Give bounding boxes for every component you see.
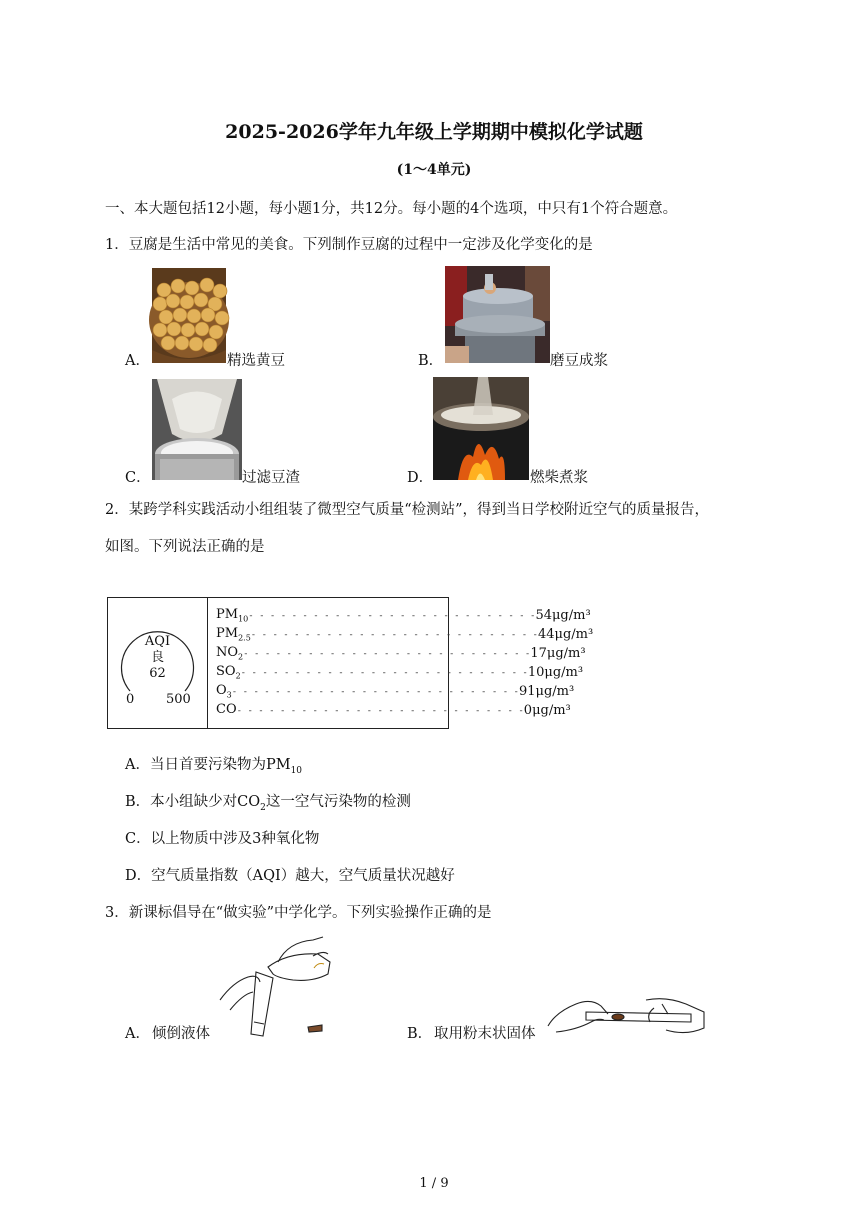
- pollutant-name: O: [216, 683, 227, 699]
- pollutant-subscript: 3: [226, 690, 232, 700]
- q3-option-b-letter: B．: [407, 1026, 433, 1042]
- q2-option-d: D．空气质量指数（AQI）越大，空气质量状况越好: [125, 868, 455, 884]
- q2-option-b: [125, 790, 411, 813]
- q1-option-b-letter: B．: [418, 353, 444, 369]
- aqi-pollutant-list: [216, 606, 594, 720]
- q1-option-a-letter: A．: [125, 353, 150, 369]
- pollutant-name: SO: [216, 664, 236, 680]
- aqi-row: $SO_2$ - - - - - - - - - - - - - - - - - - - - - - - - - - - 10μg/m³: [216, 664, 584, 681]
- soybeans-image: [152, 268, 226, 363]
- q3-option-a-letter: A．: [125, 1026, 150, 1042]
- q2-option-a-text: A．当日首要污染物为PM: [125, 757, 291, 773]
- q1-option-d-letter: D．: [407, 470, 434, 486]
- pollutant-name: NO: [216, 645, 239, 661]
- page-title: 2025-2026学年九年级上学期期中模拟化学试题: [225, 121, 643, 143]
- aqi-min: 0: [126, 692, 135, 707]
- q1-stem: 1．豆腐是生活中常见的美食。下列制作豆腐的过程中一定涉及化学变化的是: [105, 237, 593, 253]
- page-subtitle: (1～4单元): [396, 162, 472, 178]
- pollutant-value: 44μg/m³: [537, 627, 594, 642]
- pollutant-subscript: 10: [238, 614, 249, 624]
- pollutant-value: 10μg/m³: [527, 665, 584, 680]
- q1-option-c-letter: C．: [125, 470, 151, 486]
- pollutant-subscript: 2: [235, 671, 241, 681]
- pollutant-value: 91μg/m³: [518, 684, 575, 699]
- q2-stem-line2: 如图。下列说法正确的是: [105, 539, 265, 555]
- aqi-gauge: [108, 598, 208, 728]
- page-number: 1 / 9: [419, 1176, 449, 1191]
- q3-option-b-label: 取用粉末状固体: [434, 1026, 536, 1042]
- pour-liquid-illustration: [218, 932, 336, 1038]
- aqi-report-panel: [107, 597, 594, 729]
- aqi-row: $O_3$ - - - - - - - - - - - - - - - - - - - - - - - - - - - 91μg/m³: [216, 683, 575, 700]
- q1-option-a-label: 精选黄豆: [227, 353, 285, 369]
- q3-stem: 3．新课标倡导在“做实验”中学化学。下列实验操作正确的是: [105, 905, 492, 921]
- q2-option-a: [125, 753, 302, 776]
- aqi-row: $PM_{10}$ - - - - - - - - - - - - - - - - - - - - - - - - - - - 54μg/m³: [216, 607, 591, 624]
- q2-option-c: C．以上物质中涉及3种氧化物: [125, 831, 320, 847]
- pollutant-name: PM: [216, 626, 239, 642]
- pollutant-name: CO: [216, 702, 237, 718]
- pollutant-subscript: 2: [238, 652, 244, 662]
- aqi-label: AQI: [144, 634, 171, 649]
- q1-option-b-label: 磨豆成浆: [550, 353, 608, 369]
- q2-option-b-subscript: 2: [260, 802, 266, 813]
- q1-option-c-label: 过滤豆渣: [242, 470, 300, 486]
- aqi-max: 500: [166, 692, 191, 707]
- q2-stem-line1: 2．某跨学科实践活动小组组装了微型空气质量“检测站”，得到当日学校附近空气的质量报告，: [105, 502, 710, 518]
- aqi-row: $NO_2$ - - - - - - - - - - - - - - - - - - - - - - - - - - - 17μg/m³: [216, 645, 586, 662]
- pollutant-value: 54μg/m³: [535, 608, 591, 623]
- q3-option-a-label: 倾倒液体: [152, 1026, 210, 1042]
- aqi-row: CO - - - - - - - - - - - - - - - - - - - - - - - - - - - 0μg/m³: [216, 702, 571, 718]
- pollutant-value: 17μg/m³: [530, 646, 586, 661]
- powder-spatula-illustration: [546, 992, 706, 1040]
- q2-option-a-subscript: 10: [290, 765, 303, 776]
- q2-option-b-text-end: 这一空气污染物的检测: [265, 794, 411, 810]
- filter-cloth-image: [152, 379, 242, 480]
- q1-option-d-label: 燃柴煮浆: [530, 470, 588, 486]
- stone-mill-image: [445, 266, 550, 363]
- q2-option-b-text: B．本小组缺少对CO: [125, 794, 261, 810]
- section-intro: 一、本大题包括12小题，每小题1分，共12分。每小题的4个选项，中只有1个符合题意。: [105, 201, 678, 217]
- pollutant-name: PM: [216, 607, 239, 623]
- aqi-row: $PM_{2.5}$ - - - - - - - - - - - - - - - - - - - - - - - - - - - 44μg/m³: [216, 626, 594, 643]
- pollutant-value: 0μg/m³: [523, 703, 571, 718]
- aqi-level: 良: [150, 650, 164, 665]
- pollutant-subscript: 2.5: [238, 633, 251, 643]
- aqi-value: 62: [149, 666, 166, 681]
- wood-fire-image: [433, 377, 529, 480]
